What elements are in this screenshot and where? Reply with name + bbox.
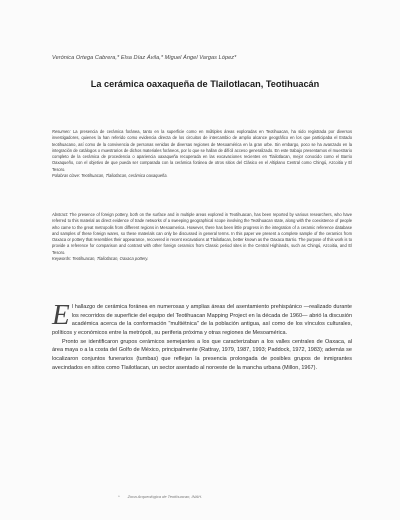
- footnote-text: Zona Arqueológica de Teotihuacan, INAH.: [127, 494, 203, 499]
- author-list: Verónica Ortega Cabrera,* Elsa Díaz Ávila,* Miguel Ángel Vargas López*: [52, 55, 237, 61]
- paragraph-2: Pronto se identificaron grupos cerámicos semejantes a los que caracterizaban a los valles centrales de Oaxaca, al área maya o a la costa del Golfo de México, principalmente (Rattray, 1979, 1987, 1993; Paddock, 1972, 1983); además se localizaron conjuntos funerarios (tumbas) que reflejan la presencia prolongada de posibles grupos de inmigrantes avecindados en sitios como Tlailotlacan, un sector asentado al noroeste de la mancha urbana (Millon, 1967).: [52, 338, 352, 371]
- resumen-label: Resumen:: [52, 129, 71, 134]
- palabras-clave-label: Palabras clave:: [52, 173, 80, 179]
- article-title: La cerámica oaxaqueña de Tlailotlacan, Teotihuacán: [90, 79, 320, 89]
- abstract-block: [52, 212, 352, 262]
- palabras-clave: [52, 173, 352, 179]
- resumen-text: La presencia de cerámica foránea, tanto en la superficie como en múltiples áreas exploradas en Teotihuacan, ha sido registrada por diversos investigadores, quienes la han referido como evidencia directa de los circuitos de intercambio de amplio alcance geográfico en los que participaba el Estado teotihuacano, así como de la convivencia de personas venidas de diversas regiones de Mesoamérica en la gran urbe. Sin embargo, poco se ha avanzado en la integración de catálogos o muestrarios de dichos materiales foráneos, por lo que se hallan de difícil acceso generalizado. En este trabajo presentamos el muestrario completo de la cerámica de procedencia o apariencia oaxaqueña recuperada en las excavaciones recientes en Tlailotlacan, mejor conocido como el Barrio Oaxaqueño, con el objetivo de que pueda ser comparada con la cerámica foránea de otros sitios del Clásico en el Altiplano Central como Chingú, Azcoitia y El Tesoro.: [52, 129, 352, 172]
- footnote-marker: *: [118, 494, 120, 499]
- paragraph-1: [52, 299, 352, 338]
- body-text: [52, 299, 352, 372]
- keywords-label: Keywords:: [52, 256, 72, 262]
- abstract-text: The presence of foreign pottery, both on the surface and in multiple areas explored in Teotihuacan, has been reported by various researchers, who have referred to this material as direct evidence of trade networks of a sweeping geographical scope involving the Teotihuacan state, along with the coexistence of people who came to the great metropolis from different regions in Mesoamerica. However, there has been little progress in the integration of a ceramic reference database and samples of these foreign wares, so these materials can only be discussed in general terms. In this paper we present a complete sample of the ceramics from Oaxaca or pottery that resembles their appearance, recovered in recent excavations at Tlailotlacan, better known as the Oaxaca Barrio. The purpose of this work is to provide a reference for comparison and contrast with other foreign ceramics from Classic period sites in the Central Highlands, such as Chingú, Azcoitia, and El Tesoro.: [52, 212, 352, 255]
- paragraph-1-text: l hallazgo de cerámica foránea en numerosas y amplias áreas del asentamiento prehispánico —realizado durante los recorridos de superficie del equipo del Teotihuacan Mapping Project en la década de 1960— abrió la discusión académica acerca de la conformación "multiétnica" de la población antigua, así como de los vínculos culturales, políticos y económicos entre la metrópoli, su periferia próxima y otras regiones de Mesoamérica.: [52, 304, 352, 336]
- abstract-label: Abstract:: [52, 212, 69, 217]
- palabras-clave-text: Teotihuacan, Tlailotlacan, cerámica oaxaqueña.: [81, 173, 168, 179]
- drop-cap: E: [52, 299, 70, 331]
- keywords-text: Teotihuacan, Tlailotlacan, Oaxaca pottery.: [72, 256, 149, 262]
- keywords: [52, 256, 352, 262]
- resumen-block: [52, 129, 352, 179]
- footnote: [118, 494, 202, 499]
